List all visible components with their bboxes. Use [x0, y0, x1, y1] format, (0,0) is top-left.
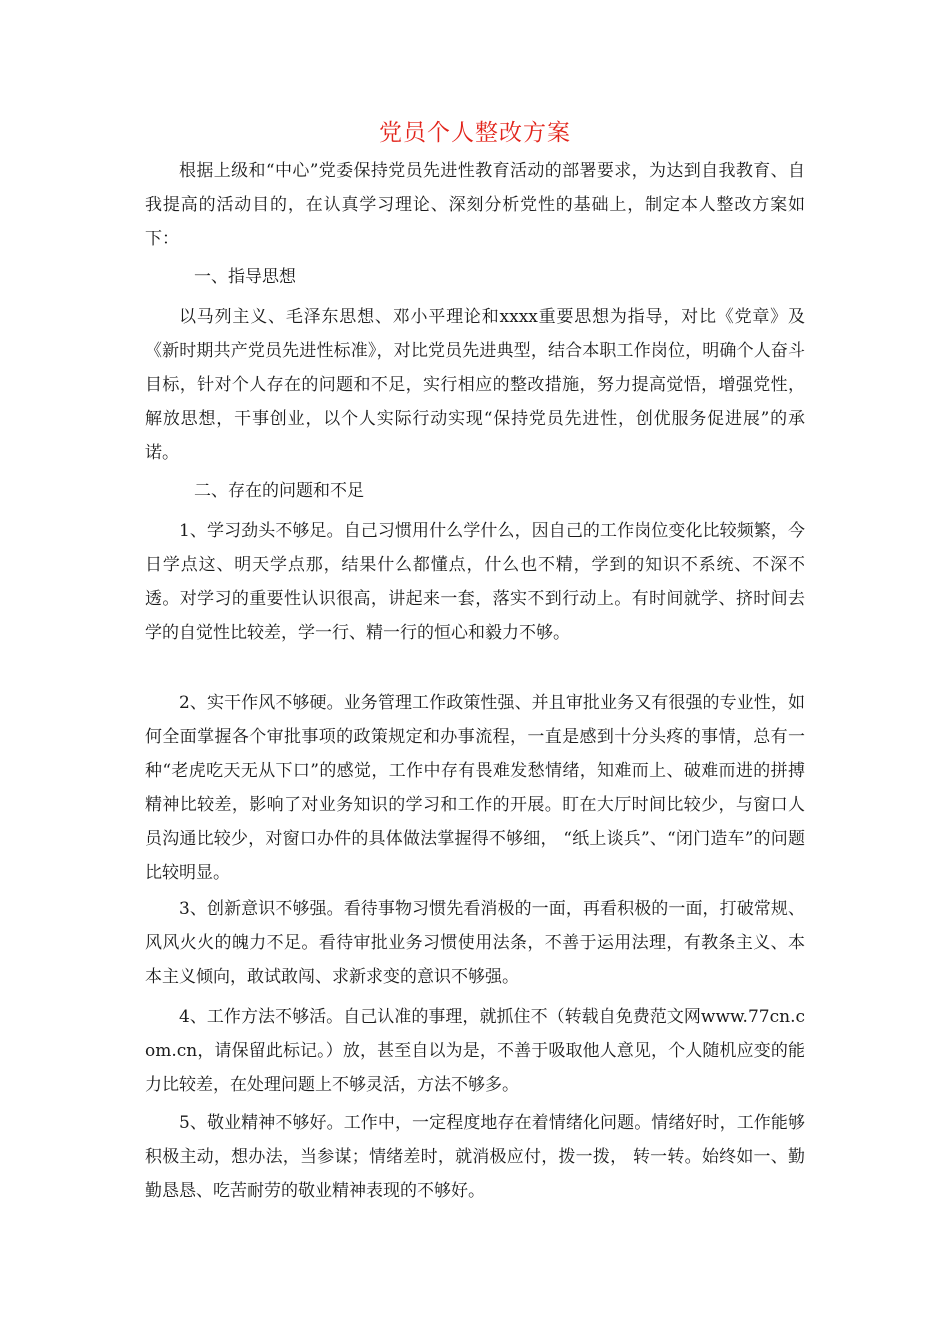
problem-item-1: 1、学习劲头不够足。自己习惯用什么学什么，因自己的工作岗位变化比较频繁，今日学点这、明天学点那，结果什么都懂点，什么也不精，学到的知识不系统、不深不透。对学习的重要性认识很高，讲起来一套，落实不到行动上。有时间就学、挤时间去学的自觉性比较差，学一行、精一行的恒心和毅力不够。 — [145, 521, 805, 643]
section-heading-problems: 二、存在的问题和不足 — [194, 481, 364, 501]
document-title: 党员个人整改方案 — [379, 120, 571, 146]
problem-item-4: 4、工作方法不够活。自己认准的事理，就抓住不（转载自免费范文网www.77cn.com.cn，请保留此标记。）放，甚至自以为是，不善于吸取他人意见，个人随机应变的能力比较差，在处理问题上不够灵活，方法不够多。 — [145, 1007, 805, 1095]
section-heading-guiding-thought: 一、指导思想 — [194, 267, 296, 287]
section-body-guiding-thought: 以马列主义、毛泽东思想、邓小平理论和xxxx重要思想为指导，对比《党章》及《新时期共产党员先进性标准》，对比党员先进典型，结合本职工作岗位，明确个人奋斗目标，针对个人存在的问题和不足，实行相应的整改措施，努力提高觉悟，增强党性，解放思想，干事创业，以个人实际行动实现“保持党员先进性，创优服务促进展”的承诺。 — [145, 307, 805, 463]
problem-item-5: 5、敬业精神不够好。工作中，一定程度地存在着情绪化问题。情绪好时，工作能够积极主动，想办法，当参谋；情绪差时，就消极应付，拨一拨， 转一转。始终如一、勤勤恳恳、吃苦耐劳的敬业精神表现的不够好。 — [145, 1113, 805, 1201]
intro-paragraph: 根据上级和“中心”党委保持党员先进性教育活动的部署要求，为达到自我教育、自我提高的活动目的，在认真学习理论、深刻分析党性的基础上，制定本人整改方案如下： — [145, 161, 805, 249]
problem-item-2: 2、实干作风不够硬。业务管理工作政策性强、并且审批业务又有很强的专业性，如何全面掌握各个审批事项的政策规定和办事流程，一直是感到十分头疼的事情，总有一种“老虎吃天无从下口”的感觉，工作中存有畏难发愁情绪，知难而上、破难而进的拼搏精神比较差，影响了对业务知识的学习和工作的开展。盯在大厅时间比较少，与窗口人员沟通比较少，对窗口办件的具体做法掌握得不够细， “纸上谈兵”、“闭门造车”的问题比较明显。 — [145, 693, 805, 883]
problem-item-3: 3、创新意识不够强。看待事物习惯先看消极的一面，再看积极的一面，打破常规、风风火火的魄力不足。看待审批业务习惯使用法条，不善于运用法理，有教条主义、本本主义倾向，敢试敢闯、求新求变的意识不够强。 — [145, 899, 805, 987]
